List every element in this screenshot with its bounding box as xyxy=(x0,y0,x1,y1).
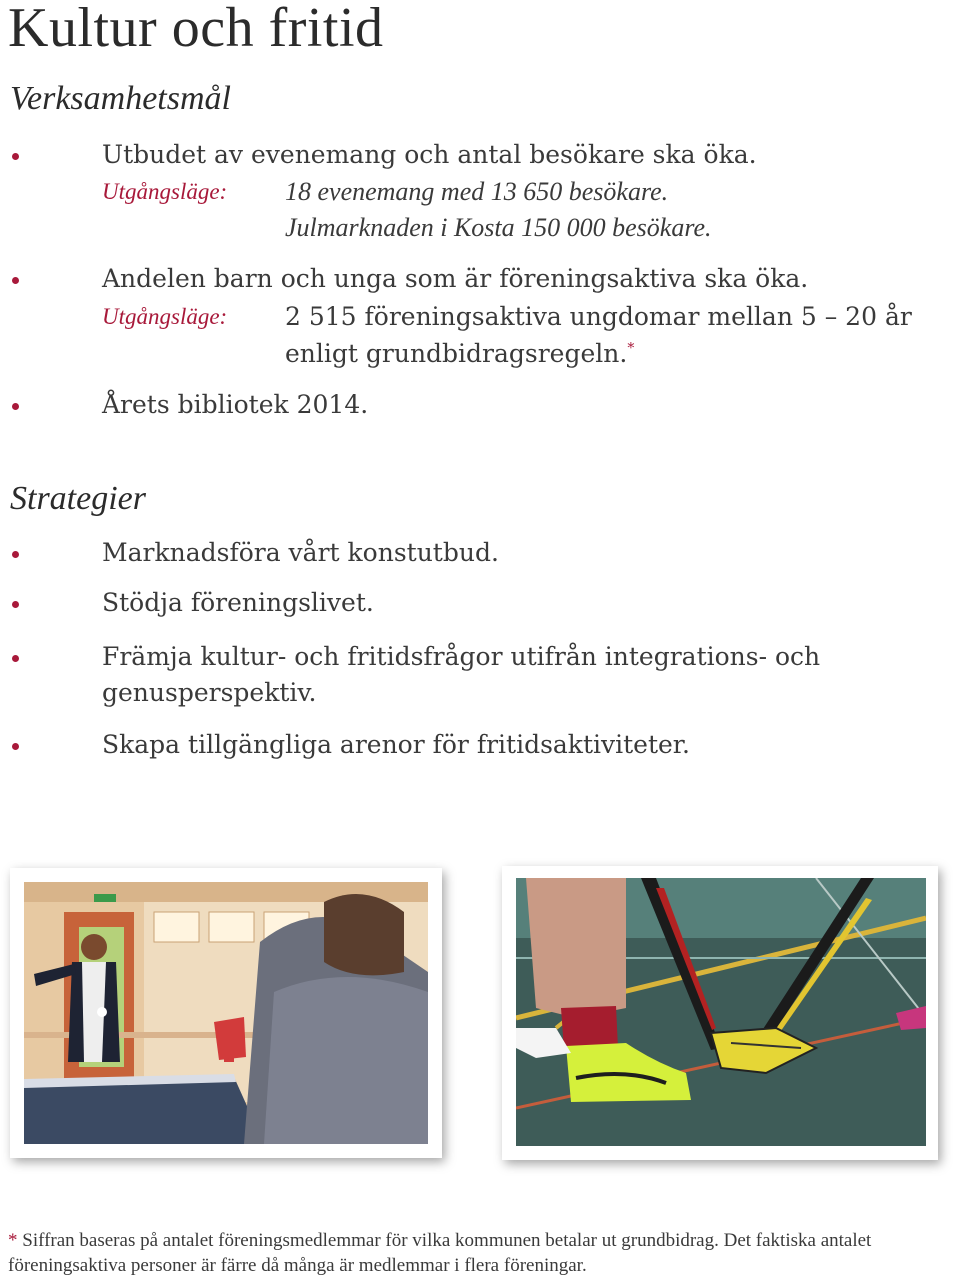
goal-2-baseline-line-2 xyxy=(285,339,634,368)
footnote-marker: * xyxy=(8,1230,18,1251)
strategy-3-line-2: genusperspektiv. xyxy=(102,678,317,707)
bullet-icon xyxy=(12,277,19,284)
goal-1-text: Utbudet av evenemang och antal besökare ska öka. xyxy=(102,140,757,169)
goal-1-baseline-line-2: Julmarknaden i Kosta 150 000 besökare. xyxy=(285,213,712,242)
bullet-icon xyxy=(12,601,19,608)
goal-2-baseline-line-1: 2 515 föreningsaktiva ungdomar mellan 5 – 20 år xyxy=(285,302,912,331)
photo-table-tennis xyxy=(24,882,428,1144)
bullet-icon xyxy=(12,655,19,662)
bullet-icon xyxy=(12,743,19,750)
goal-1-baseline-label: Utgångsläge: xyxy=(102,179,228,204)
strategy-1: Marknadsföra vårt konstutbud. xyxy=(102,538,499,567)
goal-2-baseline-line-2-text: enligt grundbidragsregeln. xyxy=(285,339,628,368)
strategy-3-line-1: Främja kultur- och fritidsfrågor utifrån integrations- och xyxy=(102,642,821,671)
goals-heading: Verksamhetsmål xyxy=(10,80,231,117)
goal-2-text: Andelen barn och unga som är föreningsaktiva ska öka. xyxy=(102,264,809,293)
footnote-marker: * xyxy=(627,340,635,357)
bullet-icon xyxy=(12,153,19,160)
strategies-heading: Strategier xyxy=(10,480,146,517)
strategy-4: Skapa tillgängliga arenor för fritidsaktiviteter. xyxy=(102,730,690,759)
footnote-text: Siffran baseras på antalet föreningsmedlemmar för vilka kommunen betalar ut grundbidrag. Det faktiska antalet föreningsaktiva personer är färre då många är medlemmar i flera föreningar. xyxy=(8,1230,872,1276)
photo-table-tennis-illustration xyxy=(24,882,428,1144)
photo-floorball-illustration xyxy=(516,878,926,1146)
goal-1-baseline-line-1: 18 evenemang med 13 650 besökare. xyxy=(285,177,669,206)
bullet-icon xyxy=(12,551,19,558)
page-title: Kultur och fritid xyxy=(8,0,384,59)
strategy-2: Stödja föreningslivet. xyxy=(102,588,374,617)
footnote xyxy=(8,1228,953,1278)
goal-3-text: Årets bibliotek 2014. xyxy=(102,390,369,419)
photo-table-tennis-frame xyxy=(10,868,442,1158)
goal-2-baseline-label: Utgångsläge: xyxy=(102,304,228,329)
photo-floorball xyxy=(516,878,926,1146)
bullet-icon xyxy=(12,403,19,410)
photo-floorball-frame xyxy=(502,866,938,1160)
